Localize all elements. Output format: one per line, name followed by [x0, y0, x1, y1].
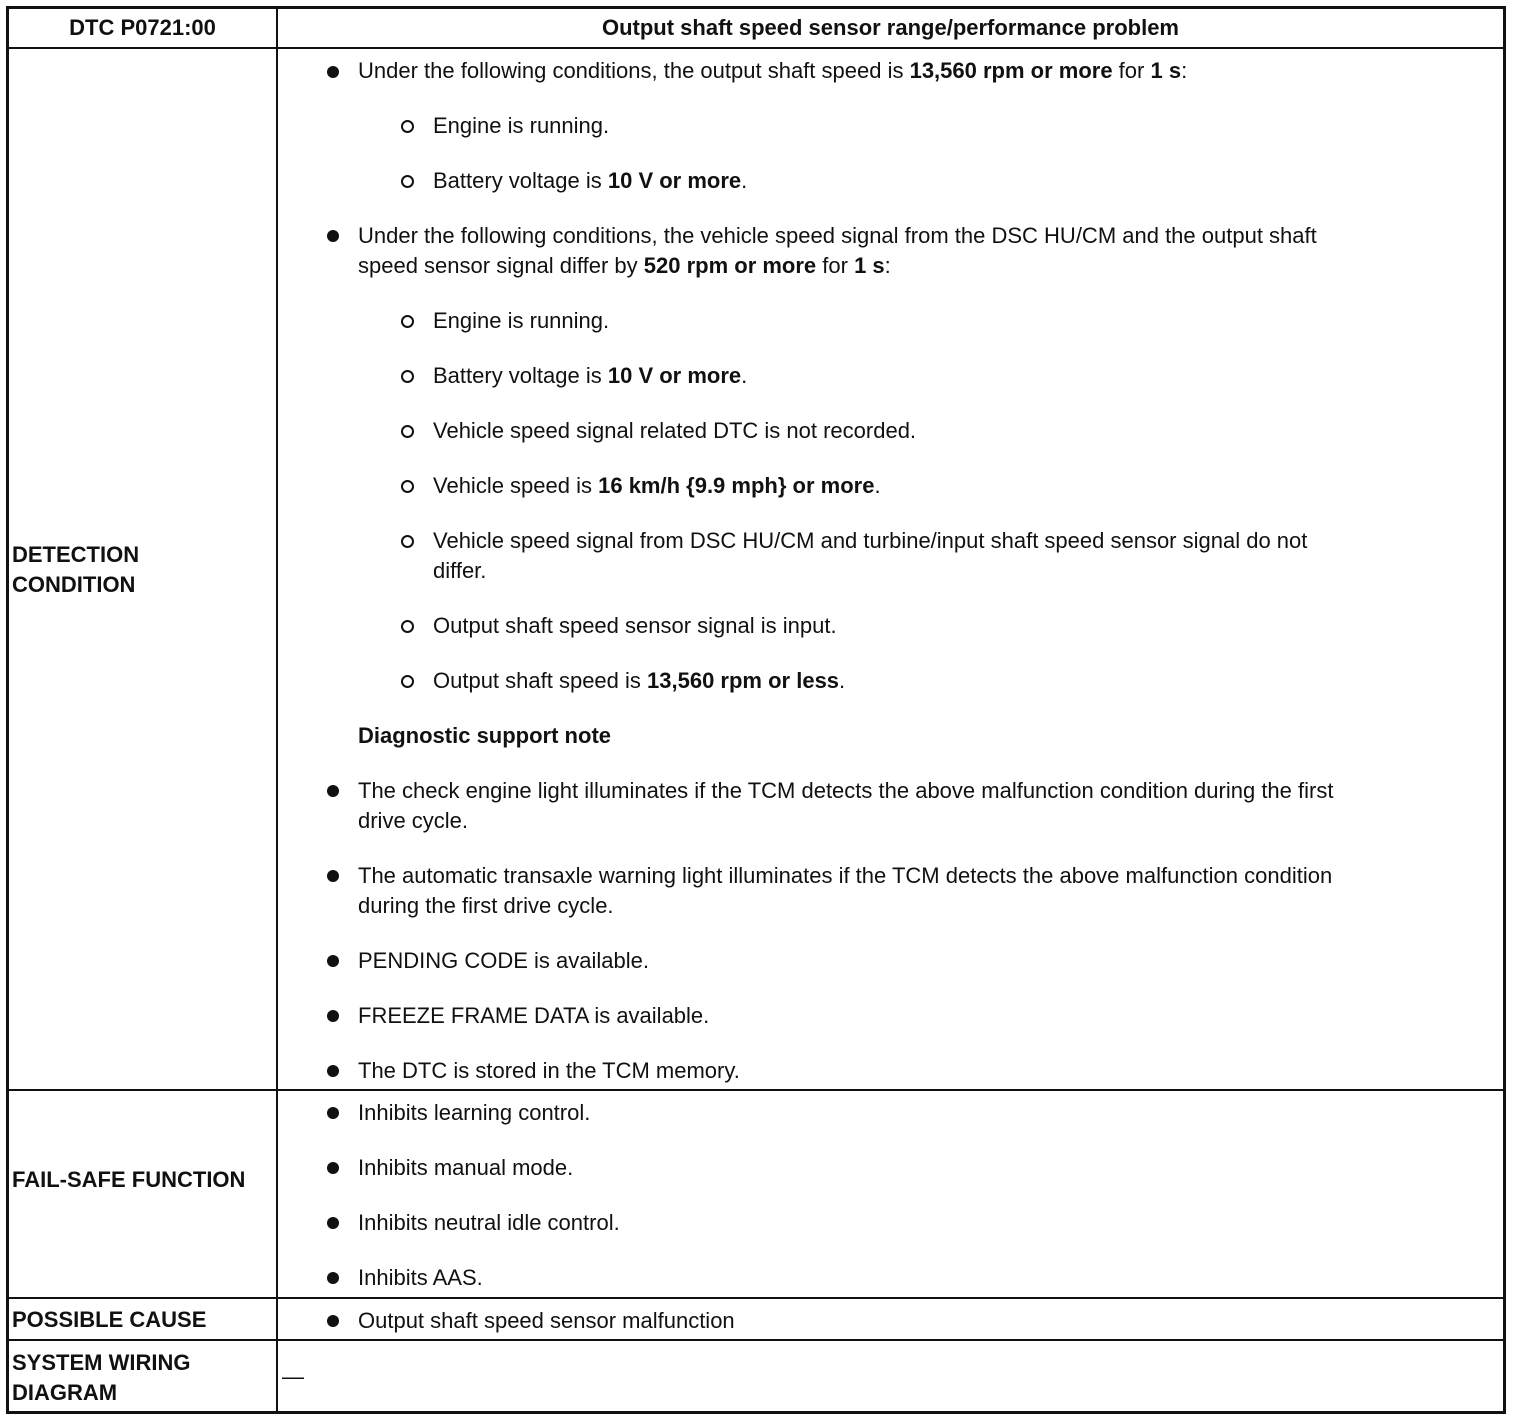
sub-bullet-icon: [401, 370, 414, 383]
sub-bullet-icon: [401, 120, 414, 133]
system-wiring-value: —: [282, 1364, 304, 1389]
bullet-icon: [327, 1065, 339, 1077]
sub-bullet-icon: [401, 175, 414, 188]
condition-item: Under the following conditions, the vehicle speed signal from the DSC HU/CM and the output shaft speed sensor signal differ by 520 rpm or more for 1 s:: [358, 223, 1317, 278]
row-divider: [6, 1297, 1506, 1299]
sub-condition-item: Vehicle speed is 16 km/h {9.9 mph} or more.: [433, 473, 881, 498]
fail-safe-item: Inhibits AAS.: [358, 1265, 483, 1290]
possible-cause-item: Output shaft speed sensor malfunction: [358, 1308, 735, 1333]
note-item: The automatic transaxle warning light illuminates if the TCM detects the above malfunction condition during the first drive cycle.: [358, 863, 1333, 918]
bullet-icon: [327, 1010, 339, 1022]
sub-condition-item: Engine is running.: [433, 308, 610, 333]
condition-item: Under the following conditions, the output shaft speed is 13,560 rpm or more for 1 s:: [358, 58, 1188, 83]
dtc-table: [6, 6, 1506, 1414]
bullet-icon: [327, 785, 339, 797]
bullet-icon: [327, 66, 339, 78]
bullet-icon: [327, 1107, 339, 1119]
diagnostic-note-heading: Diagnostic support note: [358, 723, 611, 748]
dtc-title: Output shaft speed sensor range/performance problem: [601, 15, 1179, 40]
system-wiring-label: SYSTEM WIRING DIAGRAM: [12, 1350, 191, 1405]
bullet-icon: [327, 955, 339, 967]
sub-condition-item: Battery voltage is 10 V or more.: [433, 363, 748, 388]
note-item: The check engine light illuminates if the TCM detects the above malfunction condition during the first drive cycle.: [358, 778, 1334, 833]
sub-bullet-icon: [401, 480, 414, 493]
sub-condition-item: Output shaft speed sensor signal is input.: [433, 613, 837, 638]
fail-safe-item: Inhibits learning control.: [358, 1100, 591, 1125]
sub-condition-item: Vehicle speed signal related DTC is not recorded.: [433, 418, 917, 443]
sub-condition-item: Battery voltage is 10 V or more.: [433, 168, 748, 193]
row-divider: [6, 1339, 1506, 1341]
dtc-code: DTC P0721:00: [69, 15, 216, 40]
bullet-icon: [327, 1272, 339, 1284]
fail-safe-item: Inhibits neutral idle control.: [358, 1210, 620, 1235]
bullet-icon: [327, 1315, 339, 1327]
note-item: The DTC is stored in the TCM memory.: [358, 1058, 740, 1083]
fail-safe-item: Inhibits manual mode.: [358, 1155, 574, 1180]
bullet-icon: [327, 870, 339, 882]
column-divider: [276, 6, 278, 1414]
sub-bullet-icon: [401, 315, 414, 328]
row-divider: [6, 47, 1506, 49]
sub-bullet-icon: [401, 425, 414, 438]
sub-bullet-icon: [401, 675, 414, 688]
bullet-icon: [327, 1162, 339, 1174]
bullet-icon: [327, 230, 339, 242]
note-item: FREEZE FRAME DATA is available.: [358, 1003, 710, 1028]
bullet-icon: [327, 1217, 339, 1229]
sub-bullet-icon: [401, 620, 414, 633]
sub-condition-item: Engine is running.: [433, 113, 610, 138]
sub-bullet-icon: [401, 535, 414, 548]
note-item: PENDING CODE is available.: [358, 948, 649, 973]
sub-condition-item: Output shaft speed is 13,560 rpm or less.: [433, 668, 846, 693]
possible-cause-label: POSSIBLE CAUSE: [12, 1307, 207, 1332]
fail-safe-label: FAIL-SAFE FUNCTION: [12, 1167, 246, 1192]
row-divider: [6, 1089, 1506, 1091]
detection-condition-label: DETECTION CONDITION: [12, 542, 140, 597]
sub-condition-item: Vehicle speed signal from DSC HU/CM and turbine/input shaft speed sensor signal do not differ.: [433, 528, 1308, 583]
